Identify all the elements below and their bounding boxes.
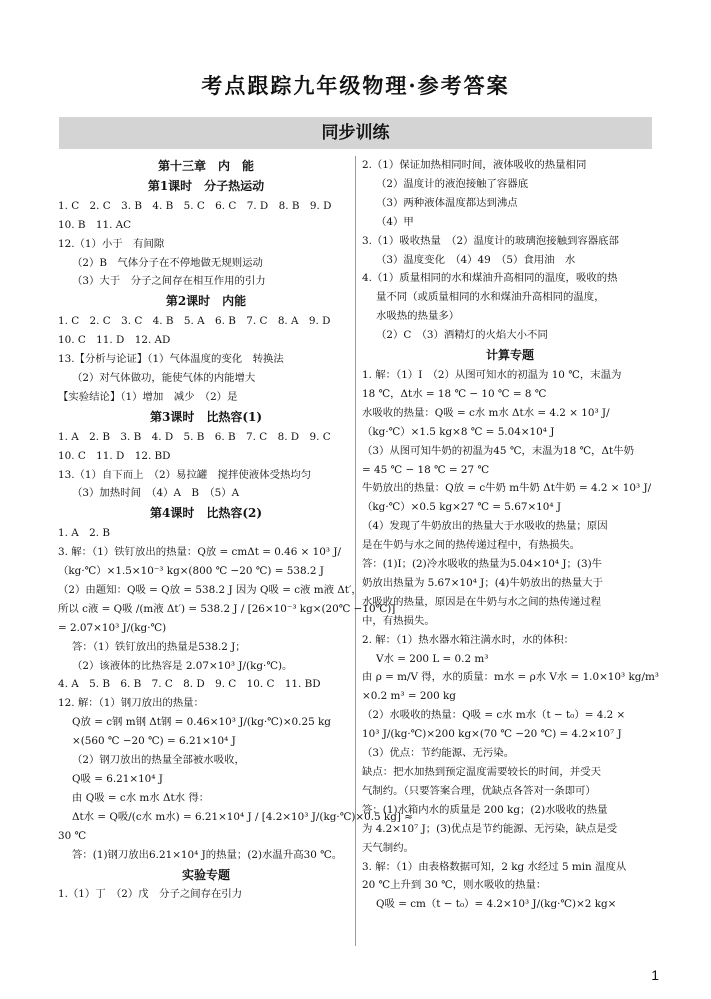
answer-line: 1. C 2. C 3. B 4. B 5. C 6. C 7. D 8. B 9. D [58,199,332,212]
answer-line: 10. C 11. D 12. AD [58,334,171,347]
answer-line: （4）发现了牛奶放出的热量大于水吸收的热量；原因 [362,520,608,533]
section-heading: 实验专题 [181,867,230,882]
answer-line: 中，有热损失。 [362,614,435,627]
column-divider [355,156,356,946]
answer-line: （2）水吸收的热量：Q吸 = c水 m水（t − t₀）= 4.2 × [362,709,626,722]
answer-line: （2）由题知：Q吸 = Q放 = 538.2 J 因为 Q吸 = c液 m液 Δt′， [58,583,362,596]
answer-line: （2）温度计的液泡接触了容器底 [376,177,529,190]
answer-line: 答：(1)钢刀放出6.21×10⁴ J的热量；(2)水温升高30 ℃。 [72,848,343,861]
answer-line: ×(560 ℃ −20 ℃) = 6.21×10⁴ J [72,735,236,748]
answer-line: Q放 = c钢 m钢 Δt钢 = 0.46×10³ J/(kg·℃)×0.25 kg [72,716,331,729]
answer-line: （3）两种液体温度都达到沸点 [376,196,518,209]
answer-line: 量不同（或质量相同的水和煤油升高相同的温度， [376,291,605,304]
answer-line: 3.（1）吸收热量 （2）温度计的玻璃泡接触到容器底部 [362,234,619,247]
answer-line: Δt水 = Q吸/(c水 m水) = 6.21×10⁴ J / [4.2×10³ J/(kg·℃)×0.5 kg] ≈ [72,810,413,823]
section-banner: 同步训练 [59,117,652,149]
answer-line: 2.（1）保证加热相同时间，液体吸收的热量相同 [362,159,587,171]
answer-line: （3）加热时间 （4）A B （5）A [72,487,240,500]
page-title: 考点跟踪九年级物理·参考答案 [201,73,510,98]
answer-line: 1. A 2. B 3. B 4. D 5. B 6. B 7. C 8. D 9. C [58,430,331,443]
section-heading: 第十三章 内 能 [157,159,254,173]
answer-line: 由 Q吸 = c水 m水 Δt水 得： [72,791,210,804]
answer-line: 是在牛奶与水之间的热传递过程中，有热损失。 [362,539,581,552]
answer-line: ×0.2 m³ = 200 kg [362,690,456,703]
answer-line: 12. 解：（1）钢刀放出的热量： [58,697,204,710]
answer-line: 13.（1）自下而上 （2）易拉罐 搅拌使液体受热均匀 [58,468,312,481]
answer-line: 3. 解：（1）由表格数据可知，2 kg 水经过 5 min 温度从 [362,860,627,873]
answer-line: 30 ℃ [58,829,87,842]
answer-line: 2. 解：（1）热水器水箱注满水时，水的体积： [362,633,575,646]
answer-line: 4. A 5. B 6. B 7. C 8. D 9. C 10. C 11. BD [58,678,321,691]
answer-line: Q吸 = cm（t − t₀）= 4.2×10³ J/(kg·℃)×2 kg× [376,898,617,911]
answer-line: 10. C 11. D 12. BD [58,449,171,462]
answer-line: 1. A 2. B [58,527,110,540]
answer-line: 4.（1）质量相同的水和煤油升高相同的温度，吸收的热 [362,272,618,285]
answer-line: 牛奶放出的热量：Q放 = c牛奶 m牛奶 Δt牛奶 = 4.2 × 10³ J/ [362,482,652,495]
section-heading: 第4课时 比热容(2) [149,506,263,521]
answer-line: 1. C 2. C 3. C 4. B 5. A 6. B 7. C 8. A 9. D [58,315,331,328]
answer-line: 由 ρ = m/V 得，水的质量：m水 = ρ水 V水 = 1.0×10³ kg/m³ [362,671,659,684]
answer-line: 水吸收的热量，原因是在牛奶与水之间的热传递过程 [362,595,601,608]
answer-line: （2）该液体的比热容是 2.07×10³ J/(kg·℃)。 [72,659,293,672]
answer-line: = 45 ℃ − 18 ℃ = 27 ℃ [362,463,490,476]
answer-line: 天气制约。 [362,841,414,854]
answer-line: 奶放出热量为 5.67×10⁴ J；(4)牛奶放出的热量大于 [362,576,603,589]
answer-line: 10. B 11. AC [58,218,132,231]
answer-line: （3）优点：节约能源、无污染。 [362,747,515,760]
answer-line: （3）大于 分子之间存在相互作用的引力 [72,275,266,288]
answer-line: 1. 解：（1）Ⅰ （2）从图可知水的初温为 10 ℃，末温为 [362,368,622,381]
answer-line: 水吸收的热量：Q吸 = c水 m水 Δt水 = 4.2 × 10³ J/ [362,406,610,419]
section-heading: 第3课时 比热容(1) [149,409,263,424]
answer-line: = 2.07×10³ J/(kg·℃) [58,621,167,634]
answer-line: （2）钢刀放出的热量全部被水吸收， [72,754,245,767]
answer-line: 18 ℃，Δt水 = 18 ℃ − 10 ℃ = 8 ℃ [362,387,547,400]
section-heading: 计算专题 [485,348,534,363]
answer-line: （kg·℃）×1.5×10⁻³ kg×(800 ℃ −20 ℃) = 538.2 J [58,565,324,578]
answer-line: 10³ J/(kg·℃)×200 kg×(70 ℃ −20 ℃) = 4.2×10⁷ J [362,728,622,741]
answer-line: Q吸 = 6.21×10⁴ J [72,773,163,785]
answer-line: （2）对气体做功，能使气体的内能增大 [72,371,256,384]
answer-line: 3. 解：（1）铁钉放出的热量：Q放 = cmΔt = 0.46 × 10³ J/ [58,546,342,559]
section-heading: 第1课时 分子热运动 [147,178,265,193]
right-column [362,156,658,914]
answer-line: 所以 c液 = Q吸 /(m液 Δt′) = 538.2 J / [26×10⁻³ kg×(20℃ −10℃)] [58,602,396,615]
answer-line: 答：(1)水箱内水的质量是 200 kg；(2)水吸收的热量 [362,803,608,816]
answer-line: 【实验结论】（1）增加 减少 （2）是 [58,390,238,403]
answer-line: 12.（1）小于 有间隙 [58,237,165,250]
answer-line: 水吸热的热量多） [376,310,460,323]
answer-line: （4）甲 [376,215,414,228]
answer-line: V水 = 200 L = 0.2 m³ [376,652,489,665]
answer-line: 13.【分析与论证】（1）气体温度的变化 转换法 [58,353,284,366]
page-number: 1 [651,967,659,983]
answer-line: （2）B 气体分子在不停地做无规则运动 [72,256,263,269]
section-heading: 第2课时 内能 [165,294,247,309]
answer-line: 1.（1）丁 （2）戊 分子之间存在引力 [58,888,243,901]
answer-line: 缺点：把水加热到预定温度需要较长的时间，并受天 [362,766,601,778]
answer-line: （kg·℃）×1.5 kg×8 ℃ = 5.04×10⁴ J [362,425,555,438]
answer-line: （kg·℃）×0.5 kg×27 ℃ = 5.67×10⁴ J [362,501,561,514]
answer-line: （3）温度变化 （4）49 （5）食用油 水 [376,253,576,266]
answer-line: 气制约。（只要答案合理，优缺点各答对一条即可） [362,784,596,797]
answer-line: （2）C （3）酒精灯的火焰大小不同 [376,329,548,342]
answer-line: 20 ℃上升到 30 ℃，则水吸收的热量： [362,879,547,892]
answer-line: 答：（1）铁钉放出的热量是538.2 J； [72,640,246,653]
answer-line: （3）从图可知牛奶的初温为45 ℃，末温为18 ℃，Δt牛奶 [362,444,635,457]
answer-line: 答：(1)Ⅰ；(2)冷水吸收的热量为5.04×10⁴ J；(3)牛 [362,558,603,571]
answer-line: 为 4.2×10⁷ J；(3)优点是节约能源、无污染，缺点是受 [362,822,618,835]
